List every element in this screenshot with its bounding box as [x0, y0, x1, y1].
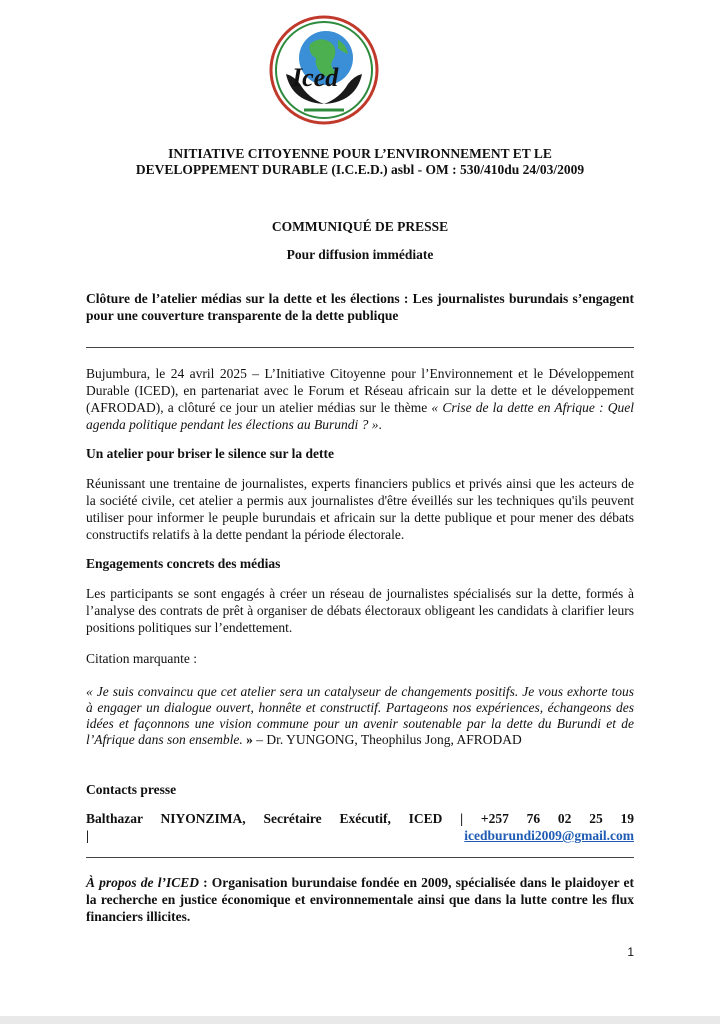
- org-title-line2: DEVELOPPEMENT DURABLE (I.C.E.D.) asbl - OM : 530/410du 24/03/2009: [135, 162, 585, 177]
- iced-logo: [268, 14, 380, 126]
- quote-author: – Dr. YUNGONG, Theophilus Jong, AFRODAD: [252, 732, 522, 747]
- contact-separator: |: [86, 828, 89, 843]
- section1-paragraph: Réunissant une trentaine de journalistes, experts financiers publics et privés ainsi que les acteurs de la société civile, cet atelier a permis aux journalistes d'être éveillés sur les techniques qu'ils peuvent utiliser pour informer le peuple burundais et africain sur la dette publique et pour mener des débats constructifs relatifs à la dette pendant la période électorale.: [86, 476, 634, 542]
- globe-hands-logo-icon: [268, 14, 380, 126]
- divider: [86, 347, 634, 348]
- intro-text: Bujumbura, le 24 avril 2025 – L’Initiative Citoyenne pour l’Environnement et le Développement Durable (ICED), en partenariat avec le Forum et Réseau africain sur la dette et le développement (AFRODAD), a clôturé ce jour un atelier médias sur le thème: [86, 366, 634, 415]
- intro-theme: « Crise de la dette en Afrique : Quel agenda politique pendant les élections au Burundi ? »: [86, 400, 634, 432]
- contact-line: Balthazar NIYONZIMA, Secrétaire Exécutif, ICED | +257 76 02 25 19: [86, 811, 634, 826]
- contact-email-link[interactable]: icedburundi2009@gmail.com: [464, 828, 634, 843]
- citation-label: Citation marquante :: [86, 651, 197, 666]
- section2-heading: Engagements concrets des médias: [86, 556, 281, 571]
- about-text: : Organisation burundaise fondée en 2009, spécialisée dans le plaidoyer et la recherche en justice économique et environnementale ainsi que dans la lutte contre les flux financiers illicites.: [86, 875, 634, 924]
- headline: Clôture de l’atelier médias sur la dette et les élections : Les journalistes burundais s’engagent pour une couverture transparente de la dette publique: [86, 291, 634, 323]
- citation-quote: [86, 684, 634, 748]
- divider-bottom: [86, 857, 634, 858]
- press-release-title: COMMUNIQUÉ DE PRESSE: [271, 219, 449, 234]
- quote-close-mark: »: [246, 732, 253, 747]
- page-number: 1: [627, 945, 634, 959]
- intro-end: .: [378, 417, 382, 432]
- section2-paragraph: Les participants se sont engagés à créer un réseau de journalistes spécialisés sur la dette, formés à l’analyse des contrats de prêt à organiser de débats électoraux obligeant les candidats à clarifier leurs positions politiques sur l’endettement.: [86, 586, 634, 635]
- contact-email-line: [86, 828, 634, 844]
- press-release-subtitle: Pour diffusion immédiate: [286, 247, 434, 262]
- section1-heading: Un atelier pour briser le silence sur la dette: [86, 446, 334, 461]
- logo-text: Iced: [292, 63, 339, 92]
- intro-paragraph: [86, 365, 634, 433]
- about-lead: À propos de l’ICED: [86, 875, 199, 890]
- org-title-line1: INITIATIVE CITOYENNE POUR L’ENVIRONNEMENT ET LE: [168, 146, 552, 161]
- about-paragraph: [86, 874, 634, 925]
- quote-text: « Je suis convaincu que cet atelier sera un catalyseur de changements positifs. Je vous exhorte tous à engager un dialogue ouvert, honnête et constructif. Partageons nos expériences, échangeons des idées et façonnons une vision commune pour un avenir soutenable par la dette du Burundi et de l’Afrique dans son ensemble.: [86, 684, 634, 747]
- contacts-heading: Contacts presse: [86, 782, 177, 797]
- organization-title: [86, 146, 634, 178]
